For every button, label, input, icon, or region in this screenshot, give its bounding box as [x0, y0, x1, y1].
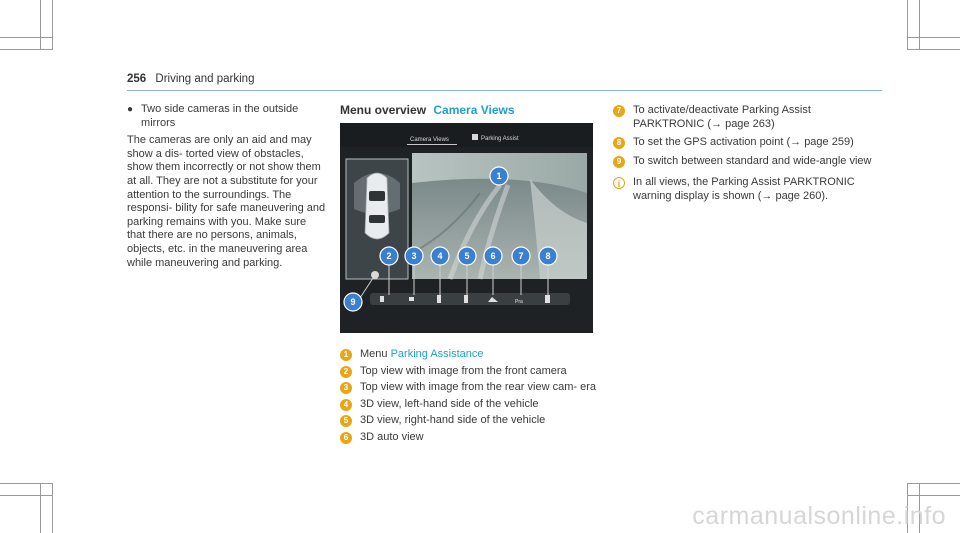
crop-mark: [907, 495, 960, 496]
svg-text:5: 5: [464, 251, 470, 261]
callout-3: [405, 247, 423, 265]
crop-mark: [907, 37, 960, 38]
legend-item-4: [340, 398, 600, 412]
gps-point-button[interactable]: [545, 295, 550, 303]
page-number: 256: [127, 73, 147, 85]
callout-9: [344, 293, 362, 311]
3d-left-button[interactable]: [437, 295, 441, 303]
crop-mark: [52, 0, 53, 50]
parking-assist-icon: [472, 134, 478, 140]
page-header: [127, 73, 254, 85]
legend-item-6: [340, 431, 600, 445]
svg-text:8: 8: [545, 251, 551, 261]
number-badge: 2: [340, 366, 352, 378]
3d-right-button[interactable]: [464, 295, 468, 303]
screen-button-bar: [370, 293, 570, 305]
crop-mark: [52, 483, 53, 533]
callout-1: [490, 167, 508, 185]
legend-text: 3D auto view: [360, 430, 424, 443]
section-title: [340, 103, 515, 117]
camera-views-screenshot: [340, 123, 593, 333]
legend-text: Top view with image from the front camera: [360, 364, 567, 377]
number-badge: 8: [613, 137, 625, 149]
crop-mark: [0, 49, 53, 50]
chapter-title: Driving and parking: [155, 73, 255, 85]
callout-8: [539, 247, 557, 265]
info-text: In all views, the Parking Assist PARKTRONIC warning display is shown (→ page 260).: [633, 176, 855, 202]
crop-mark: [907, 0, 908, 50]
info-icon: i: [613, 177, 625, 189]
number-badge: 7: [613, 105, 625, 117]
callout-2: [380, 247, 398, 265]
legend-text: 3D view, left-hand side of the vehicle: [360, 397, 539, 410]
parking-assistance-link[interactable]: Parking Assistance: [390, 348, 484, 360]
bullet-icon: ●: [127, 104, 134, 115]
callout-4: [431, 247, 449, 265]
number-badge: 6: [340, 432, 352, 444]
screen-tab-bar: [340, 123, 593, 147]
legend-item-1: [340, 348, 600, 362]
legend-text: To switch between standard and wide-angle view: [633, 154, 872, 167]
crop-mark: [40, 0, 41, 50]
crop-mark: [907, 483, 960, 484]
legend-text: 3D view, right-hand side of the vehicle: [360, 414, 546, 427]
section-title-accent: Camera Views: [433, 103, 515, 117]
bullet-item: [127, 103, 327, 130]
callout-6: [484, 247, 502, 265]
number-badge: 4: [340, 399, 352, 411]
crop-mark: [0, 37, 53, 38]
right-column: [613, 104, 883, 207]
number-badge: 9: [613, 156, 625, 168]
svg-text:7: 7: [518, 251, 524, 261]
front-camera-button[interactable]: [380, 296, 384, 302]
legend-item-7: [613, 104, 883, 131]
info-note: [613, 176, 883, 203]
legend-text: To activate/deactivate Parking Assist PARKTRONIC (→ page 263): [633, 104, 811, 130]
legend-item-5: [340, 414, 600, 428]
bullet-text: Two side cameras in the outside mirrors: [141, 103, 299, 129]
crop-mark: [0, 483, 53, 484]
crop-mark: [919, 0, 920, 50]
car-icon: [365, 173, 389, 239]
left-column: [127, 103, 327, 276]
section-title-text: Menu overview: [340, 103, 427, 117]
legend-text: Menu: [360, 348, 391, 360]
svg-text:4: 4: [437, 251, 443, 261]
crop-mark: [40, 483, 41, 533]
rear-camera-button[interactable]: [409, 297, 414, 301]
legend-text: To set the GPS activation point (→ page 259): [633, 136, 854, 149]
crop-mark: [907, 49, 960, 50]
svg-text:2: 2: [386, 251, 392, 261]
number-badge: 5: [340, 415, 352, 427]
legend-item-8: [613, 136, 883, 150]
number-badge: 3: [340, 382, 352, 394]
header-rule: [127, 90, 882, 91]
legend-item-3: [340, 381, 600, 395]
parktronic-button[interactable]: Pra: [515, 299, 523, 305]
callout-7: [512, 247, 530, 265]
warning-paragraph: The cameras are only an aid and may show a dis- torted view of obstacles, show them incorrectly or not show them at all. They are not a substitute for your attention to the surroundings. The responsi- bility for safe maneuvering and parking remains with you. Make sure that there are no persons, animals, objects, etc. in the maneuvering area while maneuvering and parking.: [127, 134, 326, 269]
svg-text:3: 3: [411, 251, 417, 261]
svg-text:1: 1: [496, 171, 502, 181]
legend-text: Top view with image from the rear view cam- era: [360, 381, 596, 394]
watermark: carmanualsonline.info: [692, 502, 946, 530]
svg-text:6: 6: [490, 251, 496, 261]
number-badge: 1: [340, 349, 352, 361]
legend-item-9: [613, 155, 883, 169]
callout-5: [458, 247, 476, 265]
legend-item-2: [340, 365, 600, 379]
wide-angle-icon[interactable]: [371, 271, 379, 279]
svg-text:9: 9: [350, 297, 356, 307]
legend-list: [340, 348, 600, 448]
crop-mark: [0, 495, 53, 496]
tab-camera-views[interactable]: Camera Views: [410, 137, 449, 143]
tab-parking-assist[interactable]: Parking Assist: [481, 136, 519, 142]
camera-screen-figure: [340, 123, 593, 333]
